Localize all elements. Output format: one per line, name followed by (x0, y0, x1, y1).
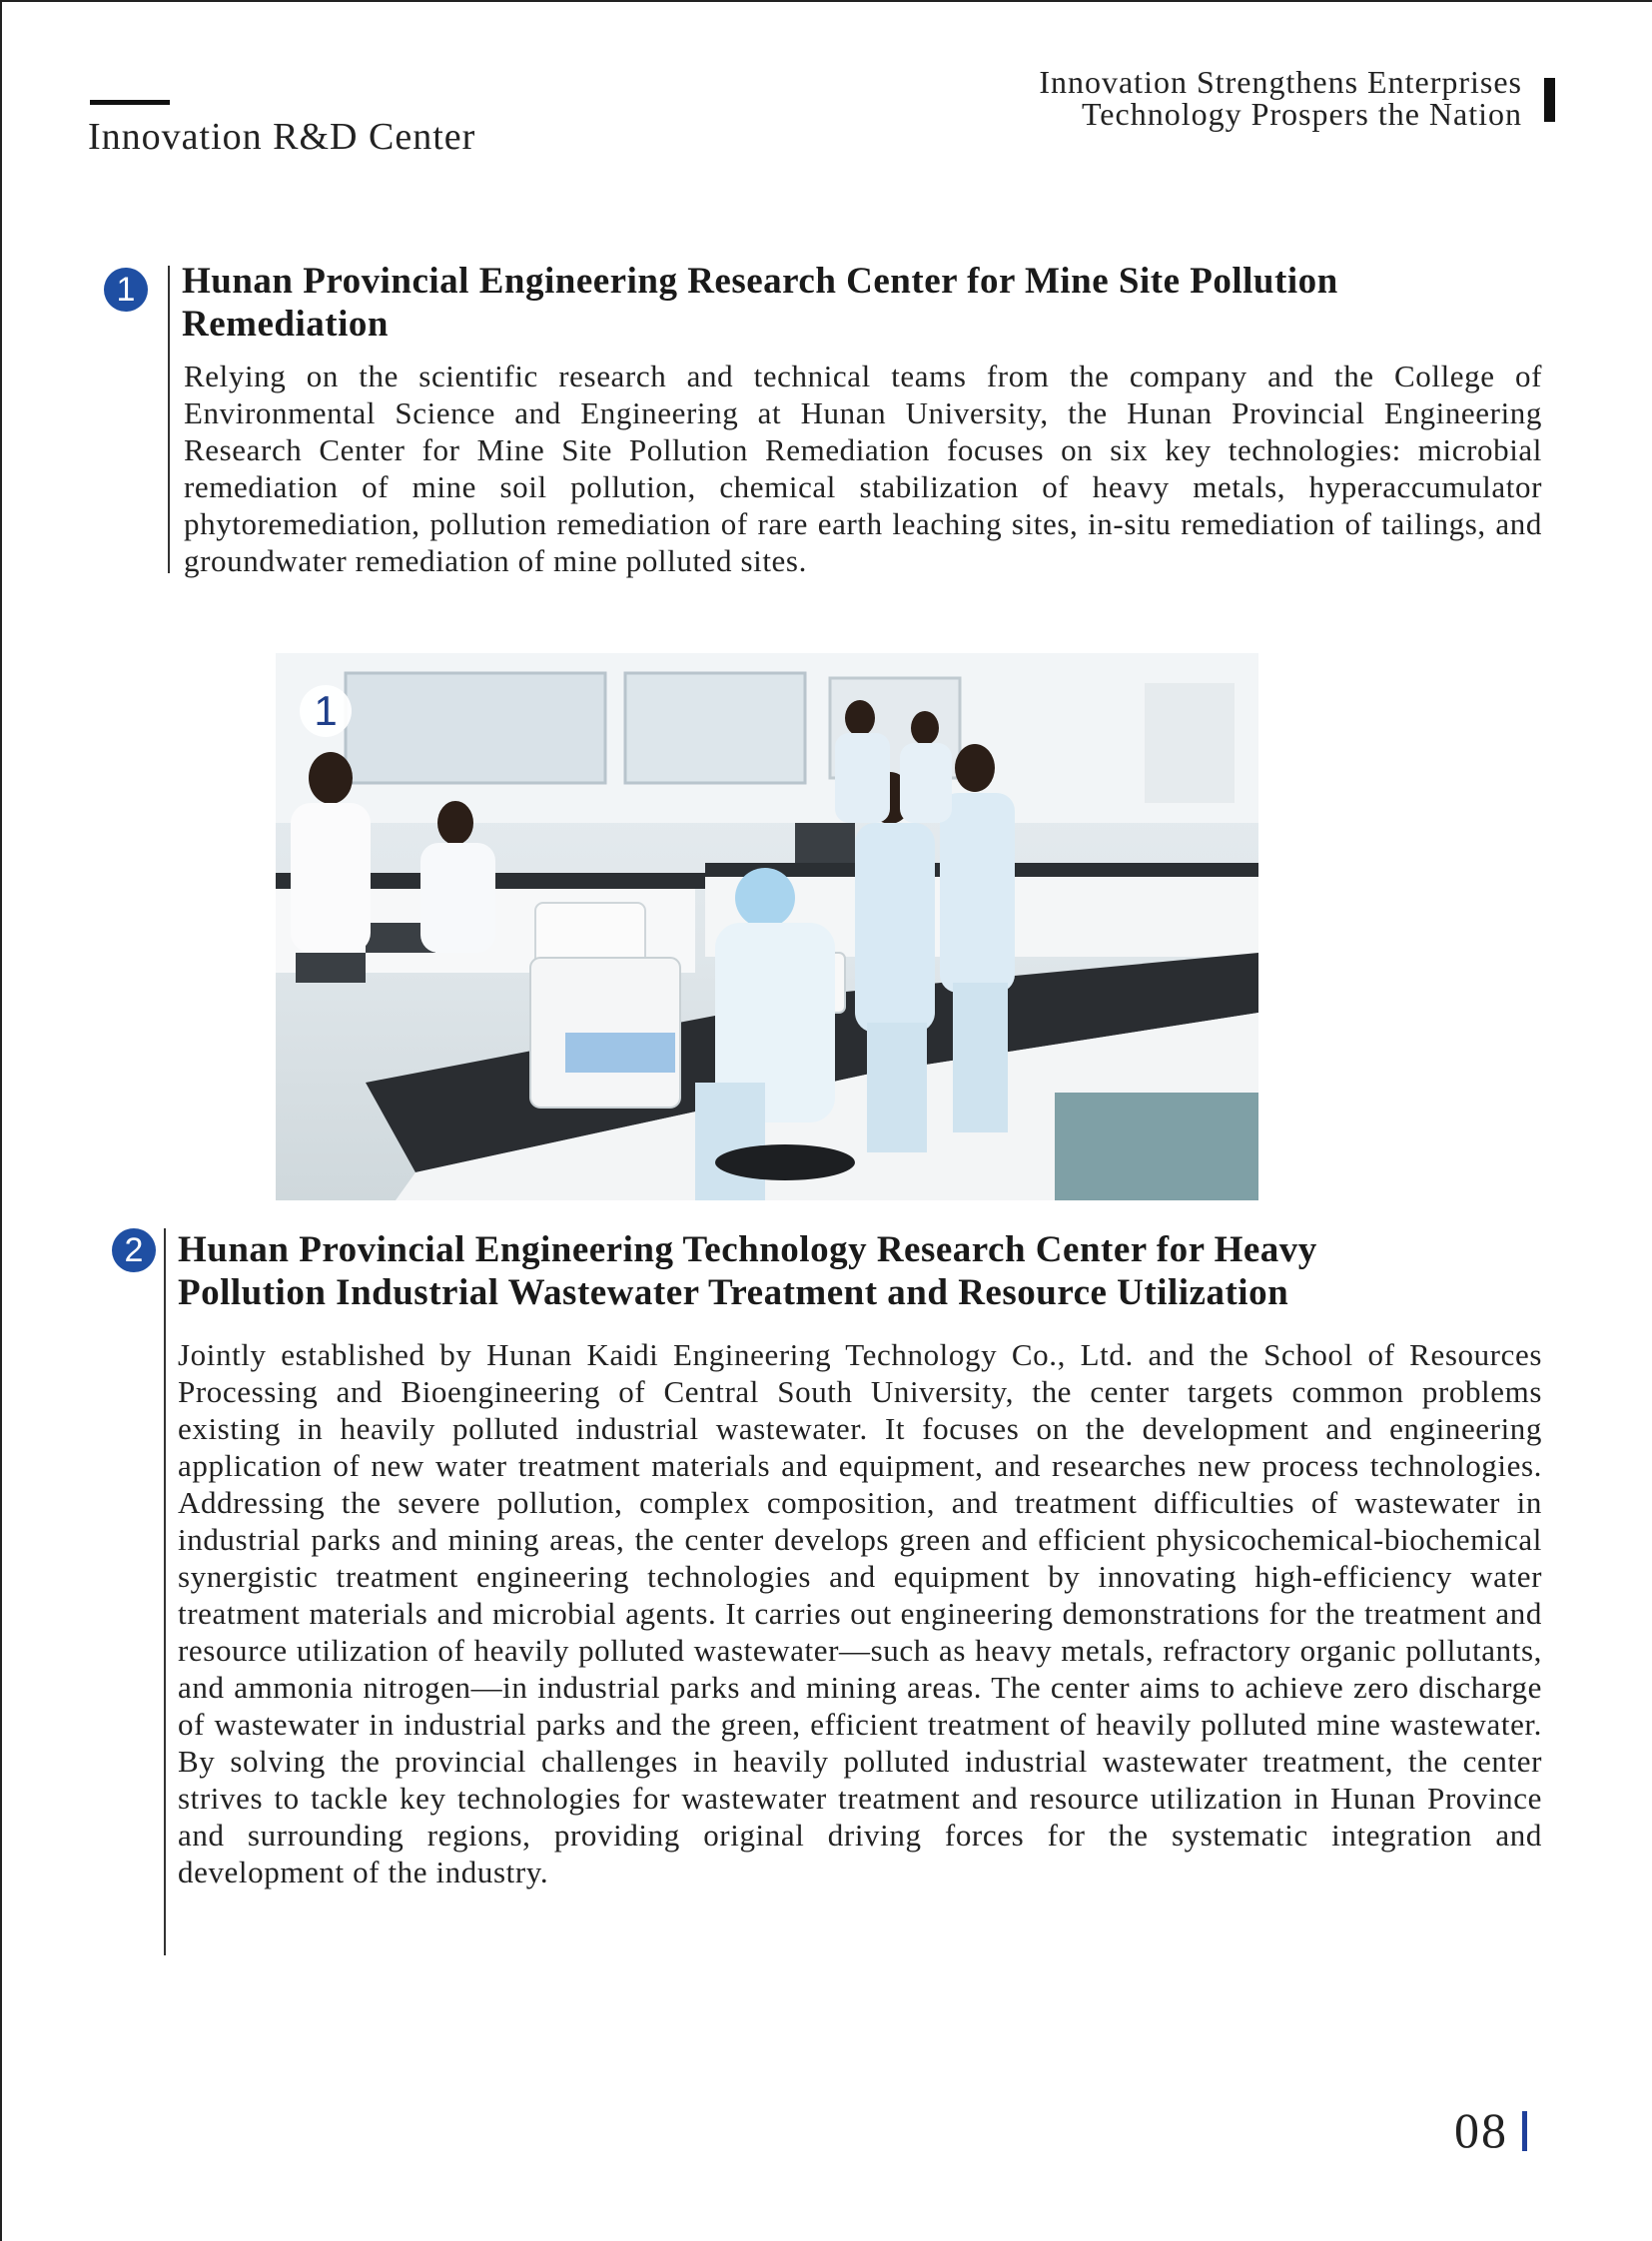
section-rule-1 (168, 266, 170, 573)
section-number-badge-1: 1 (104, 268, 148, 312)
slogan-line-2: Technology Prospers the Nation (1081, 96, 1522, 132)
header-accent-bar (1544, 78, 1555, 122)
section-body-2: Jointly established by Hunan Kaidi Engineering Technology Co., Ltd. and the School of Resources Processing and Bioengineering of Central South University, the center targets common problems existing in heavily polluted industrial wastewater. It focuses on the development and engineering application of new water treatment materials and equipment, and researches new process technologies. Addressing the severe pollution, complex composition, and treatment difficulties of wastewater in industrial parks and mining areas, the center develops green and efficient physicochemical-biochemical synergistic treatment engineering technologies and equipment by innovating high-efficiency water treatment materials and microbial agents. It carries out engineering demonstrations for the treatment and resource utilization of heavily polluted wastewater—such as heavy metals, refractory organic pollutants, and ammonia nitrogen—in industrial parks and mining areas. The center aims to achieve zero discharge of wastewater in industrial parks and the green, efficient treatment of heavily polluted mine wastewater. By solving the provincial challenges in heavily polluted industrial wastewater treatment, the center strives to tackle key technologies for wastewater treatment and resource utilization in Hunan Province and surrounding regions, providing original driving forces for the systematic integration and development of the industry. (178, 1337, 1542, 1889)
section-title-1-line-1: Hunan Provincial Engineering Research Center for Mine Site Pollution (182, 261, 1338, 302)
page-border-top (0, 0, 1652, 2)
lab-scene-illustration (276, 653, 1258, 1200)
lab-photo (276, 653, 1258, 1200)
section-number-badge-2: 2 (112, 1228, 156, 1272)
section-title-1 (182, 260, 1480, 346)
page-number: 08 (1454, 2102, 1508, 2158)
header-slogan (1039, 66, 1522, 130)
section-title-2-line-2: Pollution Industrial Wastewater Treatment and Resource Utilization (178, 1272, 1289, 1313)
section-title-2 (178, 1228, 1536, 1314)
section-title-1-line-2: Remediation (182, 304, 389, 345)
page-border-left (0, 0, 2, 2241)
section-header-title: Innovation R&D Center (88, 116, 476, 158)
section-title-2-line-1: Hunan Provincial Engineering Technology Research Center for Heavy (178, 1229, 1317, 1270)
header-dash (90, 100, 170, 105)
page-number-accent-bar (1522, 2111, 1527, 2151)
slogan-line-1: Innovation Strengthens Enterprises (1039, 64, 1522, 100)
section-body-1: Relying on the scientific research and technical teams from the company and the College of Environmental Science and Engineering at Hunan University, the Hunan Provincial Engineering Research Center for Mine Site Pollution Remediation focuses on six key technologies: microbial remediation of mine soil pollution, chemical stabilization of heavy metals, hyperaccumulator phytoremediation, pollution remediation of rare earth leaching sites, in-situ remediation of tailings, and groundwater remediation of mine polluted sites. (184, 359, 1542, 578)
section-rule-2 (164, 1228, 166, 1955)
photo-number-badge: 1 (300, 685, 352, 737)
